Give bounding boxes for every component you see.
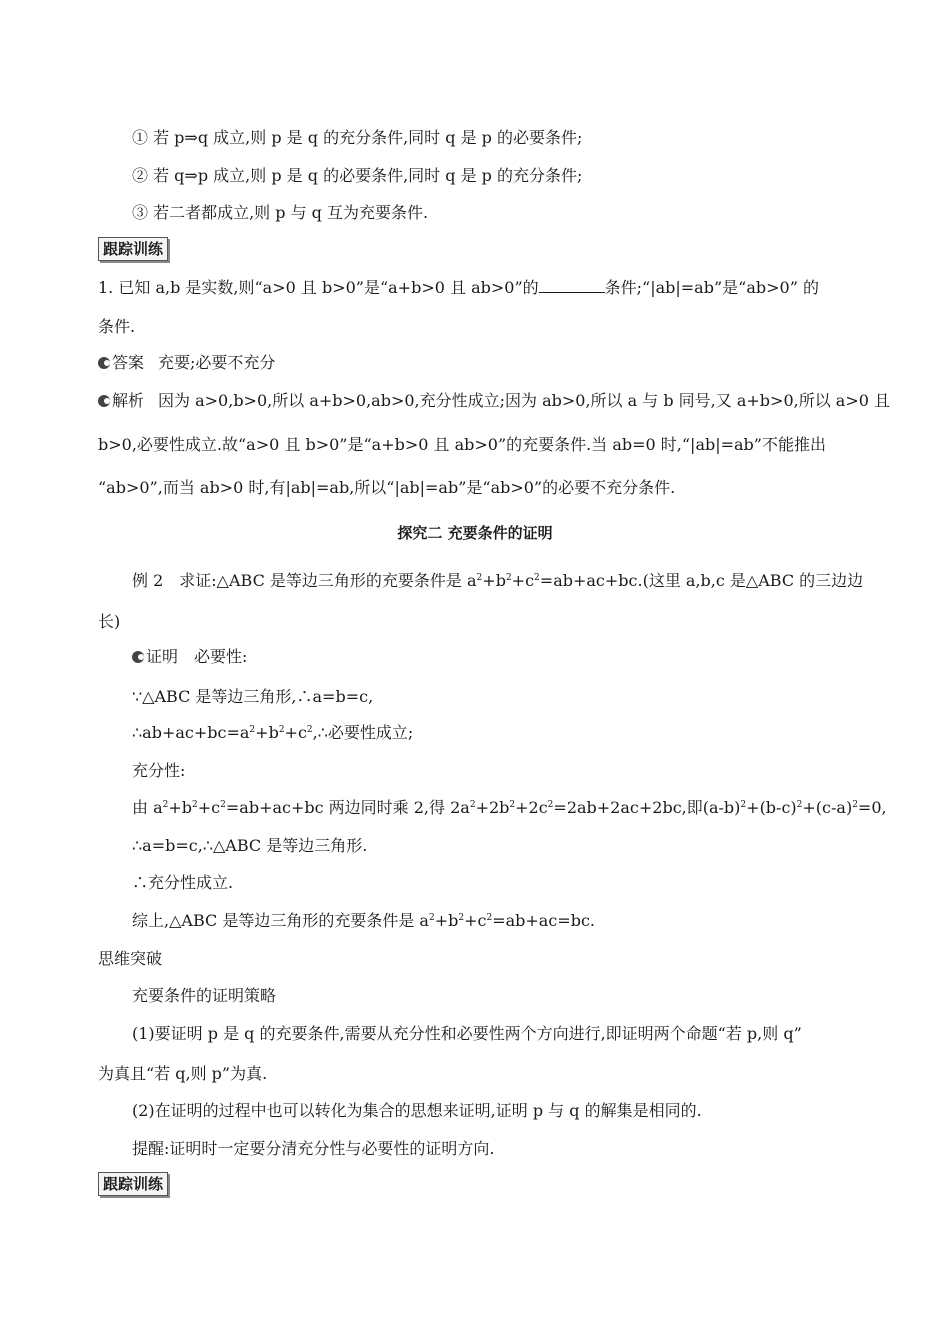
point-2: ② 若 q⇒p 成立,则 p 是 q 的必要条件,同时 q 是 p 的充分条件; [132,166,583,185]
analysis-line-1 [98,390,890,412]
question-1 [98,277,819,299]
section-heading: 探究二 充要条件的证明 [397,524,553,542]
proof-icon [132,651,144,663]
analysis-line-2: b>0,必要性成立.故“a>0 且 b>0”是“a+b>0 且 ab>0”的充要条件.当 ab=0 时,“|ab|=ab”不能推出 [98,435,826,454]
answer-row [98,352,275,374]
example-2: 例 2 求证:△ABC 是等边三角形的充要条件是 $a^2+b^2+c^2=ab+ac+bc$.(这里 a,b,c 是△ABC 的三边边 [132,571,864,590]
proof-step-1: ∵△ABC 是等边三角形,∴a=b=c, [132,687,374,706]
thinking-point-1-line-2: 为真且“若 q,则 p”为真. [98,1064,268,1083]
necessity-label: 必要性: [194,647,248,666]
thinking-title: 思维突破 [98,949,163,968]
analysis-label: 解析 [112,391,145,410]
question-1-text-c: 条件. [98,317,136,336]
proof-header [132,646,247,668]
proof-step-2: $\therefore ab+ac+bc=a^2+b^2+c^2,\therefore$必要性成立; [132,723,414,742]
proof-conclusion: 综上,△ABC 是等边三角形的充要条件是 $a^2+b^2+c^2=ab+ac=bc$. [132,911,595,930]
proof-step-4: ∴a=b=c,∴△ABC 是等边三角形. [132,836,368,855]
tracking-practice-tag: 跟踪训练 [98,237,168,261]
question-1-text-a: 1. 已知 a,b 是实数,则“a>0 且 b>0”是“a+b>0 且 ab>0”的 [98,278,539,297]
tracking-practice-tag-2: 跟踪训练 [98,1172,168,1196]
answer-icon [98,357,110,369]
thinking-point-2: (2)在证明的过程中也可以转化为集合的思想来证明,证明 p 与 q 的解集是相同的. [132,1101,702,1120]
analysis-line-3: “ab>0”,而当 ab>0 时,有|ab|=ab,所以“|ab|=ab”是“ab>0”的必要不充分条件. [98,478,676,497]
thinking-reminder: 提醒:证明时一定要分清充分性与必要性的证明方向. [132,1139,495,1158]
thinking-subtitle: 充要条件的证明策略 [132,986,277,1005]
answer-value: 充要;必要不充分 [158,353,276,372]
proof-label: 证明 [146,647,179,666]
point-1: ① 若 p⇒q 成立,则 p 是 q 的充分条件,同时 q 是 p 的必要条件; [132,128,583,147]
example-2-continued: 长) [98,612,121,631]
answer-label: 答案 [112,353,145,372]
thinking-point-1-line-1: (1)要证明 p 是 q 的充要条件,需要从充分性和必要性两个方向进行,即证明两个命题“若 p,则 q” [132,1024,802,1043]
analysis-icon [98,395,110,407]
point-3: ③ 若二者都成立,则 p 与 q 互为充要条件. [132,203,429,222]
proof-step-5: ∴充分性成立. [132,873,234,892]
proof-step-3: 由 $a^2+b^2+c^2=ab+ac+bc$ 两边同时乘 2,得 $2a^2+2b^2+2c^2=2ab+2ac+2bc$,即$(a-b)^2+(b-c)^2+(c-a)^2=0$, [132,798,887,817]
sufficiency-label: 充分性: [132,761,186,780]
question-1-text-b: 条件;“|ab|=ab”是“ab>0” 的 [604,278,819,297]
analysis-text-1: 因为 a>0,b>0,所以 a+b>0,ab>0,充分性成立;因为 ab>0,所以 a 与 b 同号,又 a+b>0,所以 a>0 且 [158,391,891,410]
example-label: 例 2 [132,571,164,590]
answer-blank [539,278,605,293]
